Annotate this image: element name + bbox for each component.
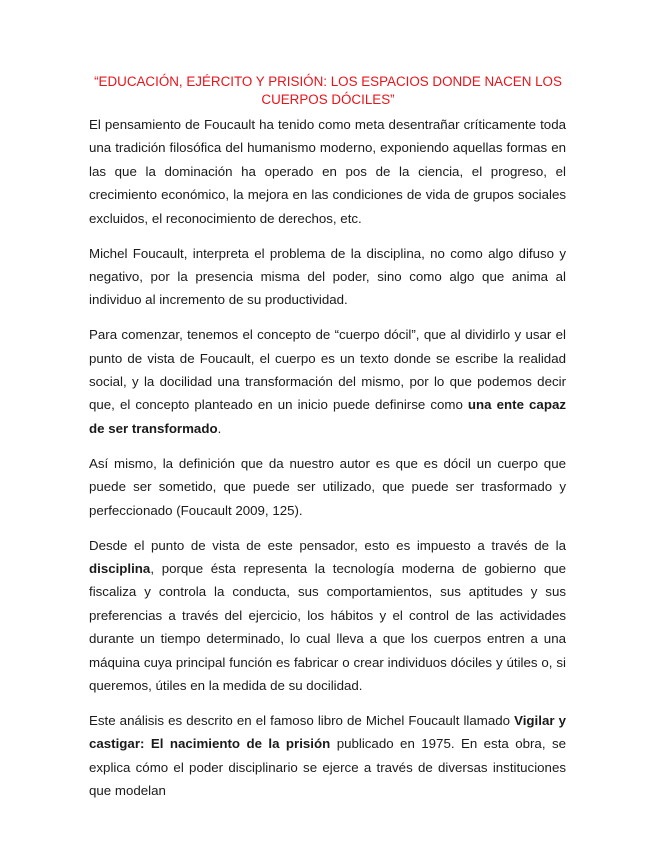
document-body [89,113,566,814]
paragraph-2-text: Michel Foucault, interpreta el problema de la disciplina, no como algo difuso y negativo, por la presencia misma del poder, sino como algo que anima al individuo al incremento de su productividad. [89,245,566,308]
paragraph-6-start: Este análisis es descrito en el famoso libro de Michel Foucault llamado [89,712,515,728]
paragraph-5-text: , porque ésta representa la tecnología moderna de gobierno que fiscaliza y controla la conducta, sus comportamientos, sus aptitudes y sus preferencias a través del ejercicio, los hábitos y el control de las actividades durante un tiempo determinado, lo cual lleva a que los cuerpos entren a una máquina cuya principal función es fabricar o crear individuos dóciles y útiles o, si queremos, útiles en la medida de su docilidad. [89,560,566,693]
book-title: Vigilar y castigar: El nacimiento de la prisión [89,712,566,752]
document-title: “EDUCACIÓN, EJÉRCITO Y PRISIÓN: LOS ESPACIOS DONDE NACEN LOS CUERPOS DÓCILES” [94,74,562,107]
paragraph-6 [89,709,566,803]
paragraph-3-emphasis: una ente capaz de ser transformado [89,397,566,436]
paragraph-3 [89,323,566,440]
paragraph-5-emphasis: disciplina [89,560,151,576]
paragraph-3-end: . [217,420,222,436]
paragraph-5 [89,534,566,698]
paragraph-4-text: Así mismo, la definición que da nuestro autor es que es dócil un cuerpo que puede ser sometido, que puede ser utilizado, que puede ser trasformado y perfeccionado (Foucault 2009, 125). [89,455,566,518]
paragraph-1-text: El pensamiento de Foucault ha tenido como meta desentrañar críticamente toda una tradición filosófica del humanismo moderno, exponiendo aquellas formas en las que la dominación ha operado en pos de la ciencia, el progreso, el crecimiento económico, la mejora en las condiciones de vida de grupos sociales excluidos, el reconocimiento de derechos, etc. [89,117,566,226]
paragraph-2 [89,242,566,312]
paragraph-4 [89,452,566,522]
paragraph-5-start: Desde el punto de vista de este pensador, esto es impuesto a través de la [89,537,566,553]
paragraph-1 [89,113,566,230]
paragraph-3-text: Para comenzar, tenemos el concepto de “cuerpo dócil”, que al dividirlo y usar el punto de vista de Foucault, el cuerpo es un texto donde se escribe la realidad social, y la docilidad una transformación del mismo, por lo que podemos decir que, el concepto planteado en un inicio puede definirse como [89,327,566,413]
paragraph-6-text: publicado en 1975. En esta obra, se explica cómo el poder disciplinario se ejerce a través de diversas instituciones que modelan [89,736,566,799]
